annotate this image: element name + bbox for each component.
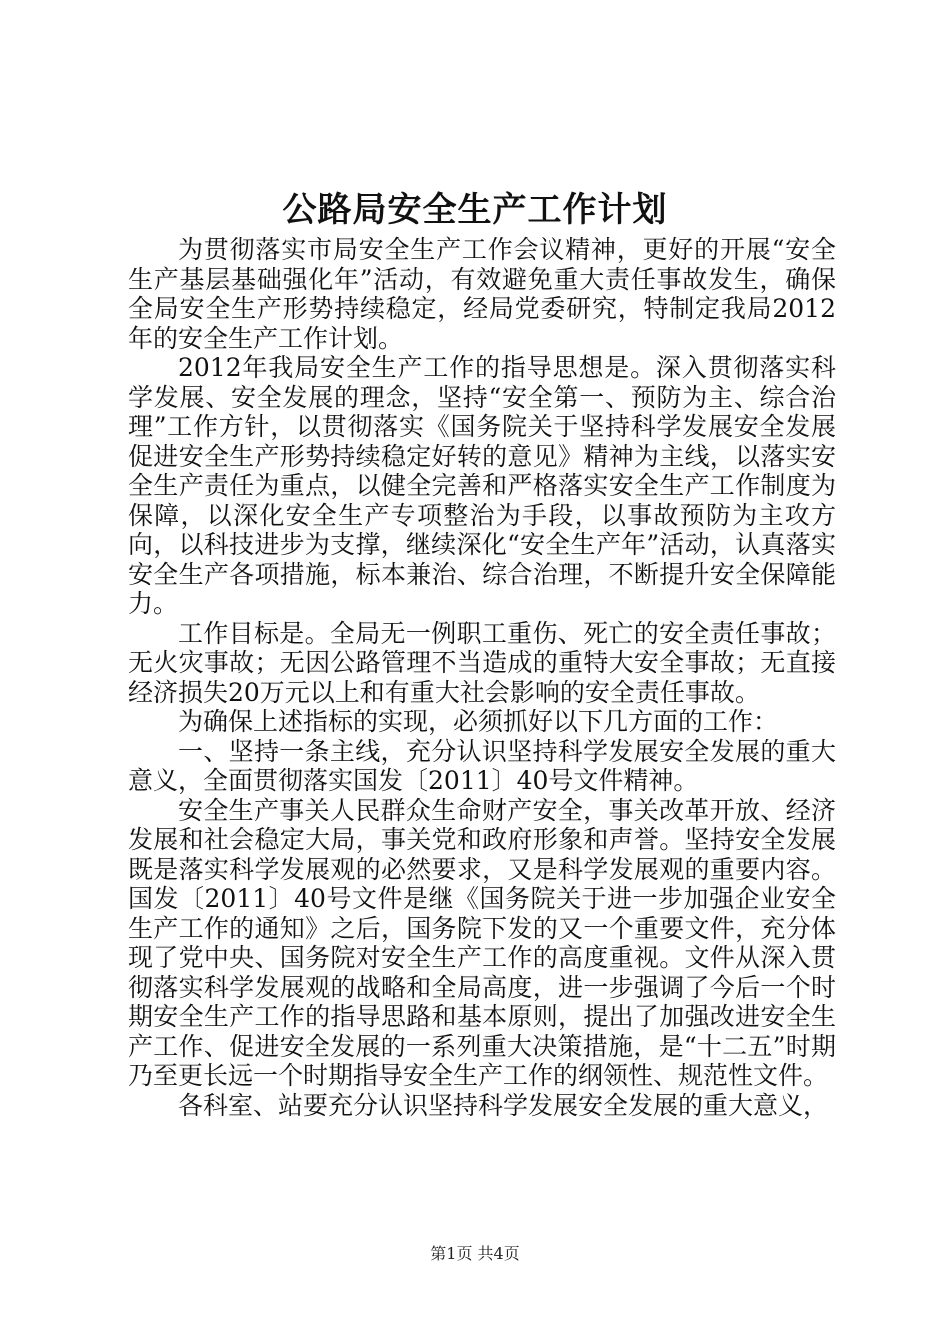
paragraph-section-one-heading: 一、坚持一条主线，充分认识坚持科学发展安全发展的重大意义，全面贯彻落实国发〔2011〕40号文件精神。 [128, 736, 836, 795]
page-footer: 第1页 共4页 [430, 1244, 520, 1263]
paragraph-continuation: 各科室、站要充分认识坚持科学发展安全发展的重大意义， [178, 1090, 829, 1120]
paragraph-section-one-body: 安全生产事关人民群众生命财产安全，事关改革开放、经济发展和社会稳定大局，事关党和政府形象和声誉。坚持安全发展既是落实科学发展观的必然要求，又是科学发展观的重要内容。国发〔2011〕40号文件是继《国务院关于进一步加强企业安全生产工作的通知》之后，国务院下发的又一个重要文件，充分体现了党中央、国务院对安全生产工作的高度重视。文件从深入贯彻落实科学发展观的战略和全局高度，进一步强调了今后一个时期安全生产工作的指导思路和基本原则，提出了加强改进安全生产工作、促进安全发展的一系列重大决策措施，是“十二五”时期乃至更长远一个时期指导安全生产工作的纲领性、规范性文件。 [128, 795, 836, 1090]
document-body [128, 235, 836, 1120]
paragraph-tasks-lead: 为确保上述指标的实现，必须抓好以下几方面的工作： [178, 707, 779, 736]
paragraph-guiding-ideology: 2012年我局安全生产工作的指导思想是。深入贯彻落实科学发展、安全发展的理念，坚持“安全第一、预防为主、综合治理”工作方针，以贯彻落实《国务院关于坚持科学发展安全发展促进安全生产形势持续稳定好转的意见》精神为主线，以落实安全生产责任为重点，以健全完善和严格落实安全生产工作制度为保障，以深化安全生产专项整治为手段，以事故预防为主攻方向，以科技进步为支撑，继续深化“安全生产年”活动，认真落实安全生产各项措施，标本兼治、综合治理，不断提升安全保障能力。 [128, 353, 836, 618]
paragraph-intro: 为贯彻落实市局安全生产工作会议精神，更好的开展“安全生产基层基础强化年”活动，有效避免重大责任事故发生，确保全局安全生产形势持续稳定，经局党委研究，特制定我局2012年的安全生产工作计划。 [128, 235, 836, 353]
paragraph-work-goals: 工作目标是。全局无一例职工重伤、死亡的安全责任事故；无火灾事故；无因公路管理不当造成的重特大安全事故；无直接经济损失20万元以上和有重大社会影响的安全责任事故。 [128, 618, 836, 707]
document-title: 公路局安全生产工作计划 [282, 190, 668, 230]
